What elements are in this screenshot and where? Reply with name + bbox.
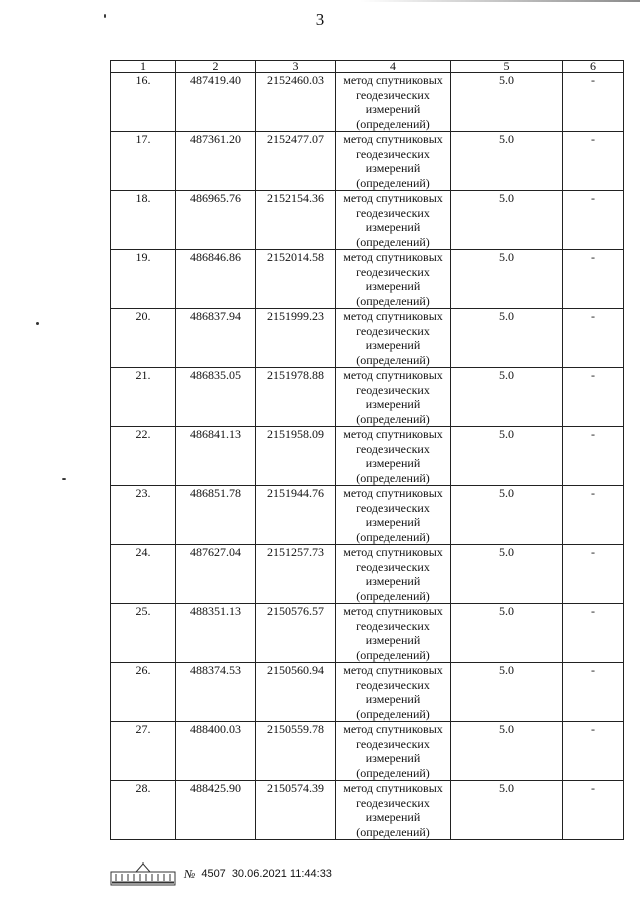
method-line: измерений bbox=[365, 633, 421, 647]
method-cell bbox=[336, 250, 451, 309]
extra-cell: - bbox=[563, 604, 624, 663]
point-number-cell: 16. bbox=[111, 73, 176, 132]
method-cell bbox=[336, 427, 451, 486]
method-line: измерений bbox=[365, 279, 421, 293]
header-col-4: 4 bbox=[336, 61, 451, 73]
x-coordinate-cell: 486965.76 bbox=[176, 191, 256, 250]
x-coordinate-cell: 486837.94 bbox=[176, 309, 256, 368]
method-line: метод спутниковых bbox=[343, 722, 443, 736]
method-line: (определений) bbox=[356, 116, 430, 131]
table-row bbox=[111, 722, 624, 781]
accuracy-cell: 5.0 bbox=[451, 604, 563, 663]
x-coordinate-cell: 488425.90 bbox=[176, 781, 256, 840]
scan-edge-line bbox=[360, 0, 640, 2]
method-cell bbox=[336, 663, 451, 722]
x-coordinate-cell: 487361.20 bbox=[176, 132, 256, 191]
x-coordinate-cell: 486835.05 bbox=[176, 368, 256, 427]
method-line: (определений) bbox=[356, 293, 430, 308]
registration-datetime: 30.06.2021 11:44:33 bbox=[231, 868, 332, 880]
y-coordinate-cell: 2150574.39 bbox=[256, 781, 336, 840]
header-col-2: 2 bbox=[176, 61, 256, 73]
header-col-6: 6 bbox=[563, 61, 624, 73]
number-sign: № bbox=[184, 866, 196, 881]
table-row bbox=[111, 250, 624, 309]
method-line: геодезических bbox=[356, 677, 430, 692]
x-coordinate-cell: 486846.86 bbox=[176, 250, 256, 309]
y-coordinate-cell: 2152154.36 bbox=[256, 191, 336, 250]
method-line: геодезических bbox=[356, 736, 430, 751]
y-coordinate-cell: 2151999.23 bbox=[256, 309, 336, 368]
y-coordinate-cell: 2152460.03 bbox=[256, 73, 336, 132]
table-row bbox=[111, 132, 624, 191]
accuracy-cell: 5.0 bbox=[451, 368, 563, 427]
method-line: геодезических bbox=[356, 205, 430, 220]
method-line: (определений) bbox=[356, 175, 430, 190]
registration-stamp bbox=[184, 867, 332, 882]
method-line: геодезических bbox=[356, 795, 430, 810]
method-line: метод спутниковых bbox=[343, 604, 443, 618]
y-coordinate-cell: 2152477.07 bbox=[256, 132, 336, 191]
x-coordinate-cell: 486841.13 bbox=[176, 427, 256, 486]
y-coordinate-cell: 2150576.57 bbox=[256, 604, 336, 663]
method-line: геодезических bbox=[356, 441, 430, 456]
table-row bbox=[111, 663, 624, 722]
extra-cell: - bbox=[563, 73, 624, 132]
method-line: геодезических bbox=[356, 146, 430, 161]
method-line: геодезических bbox=[356, 559, 430, 574]
method-cell bbox=[336, 309, 451, 368]
y-coordinate-cell: 2150559.78 bbox=[256, 722, 336, 781]
y-coordinate-cell: 2150560.94 bbox=[256, 663, 336, 722]
method-cell bbox=[336, 781, 451, 840]
extra-cell: - bbox=[563, 545, 624, 604]
point-number-cell: 25. bbox=[111, 604, 176, 663]
method-line: (определений) bbox=[356, 647, 430, 662]
point-number-cell: 19. bbox=[111, 250, 176, 309]
x-coordinate-cell: 488351.13 bbox=[176, 604, 256, 663]
method-line: метод спутниковых bbox=[343, 781, 443, 795]
scan-speck bbox=[36, 322, 39, 325]
extra-cell: - bbox=[563, 309, 624, 368]
point-number-cell: 20. bbox=[111, 309, 176, 368]
point-number-cell: 23. bbox=[111, 486, 176, 545]
accuracy-cell: 5.0 bbox=[451, 309, 563, 368]
method-line: (определений) bbox=[356, 411, 430, 426]
extra-cell: - bbox=[563, 368, 624, 427]
page-number: 3 bbox=[315, 10, 325, 29]
extra-cell: - bbox=[563, 250, 624, 309]
table-row bbox=[111, 73, 624, 132]
method-line: (определений) bbox=[356, 234, 430, 249]
method-cell bbox=[336, 73, 451, 132]
method-line: (определений) bbox=[356, 706, 430, 721]
point-number-cell: 17. bbox=[111, 132, 176, 191]
accuracy-cell: 5.0 bbox=[451, 132, 563, 191]
method-cell bbox=[336, 191, 451, 250]
method-cell bbox=[336, 722, 451, 781]
registration-number: 4507 bbox=[201, 868, 226, 880]
table-row bbox=[111, 368, 624, 427]
method-line: измерений bbox=[365, 692, 421, 706]
method-line: (определений) bbox=[356, 529, 430, 544]
table-header-row bbox=[111, 61, 624, 73]
method-line: измерений bbox=[365, 515, 421, 529]
government-building-seal-icon bbox=[110, 862, 176, 886]
scan-speck bbox=[62, 478, 66, 480]
accuracy-cell: 5.0 bbox=[451, 73, 563, 132]
table-row bbox=[111, 309, 624, 368]
accuracy-cell: 5.0 bbox=[451, 781, 563, 840]
method-line: измерений bbox=[365, 338, 421, 352]
extra-cell: - bbox=[563, 427, 624, 486]
extra-cell: - bbox=[563, 722, 624, 781]
point-number-cell: 24. bbox=[111, 545, 176, 604]
extra-cell: - bbox=[563, 781, 624, 840]
method-line: метод спутниковых bbox=[343, 132, 443, 146]
method-line: (определений) bbox=[356, 588, 430, 603]
method-line: (определений) bbox=[356, 765, 430, 780]
point-number-cell: 28. bbox=[111, 781, 176, 840]
method-line: измерений bbox=[365, 751, 421, 765]
table-row bbox=[111, 545, 624, 604]
method-line: измерений bbox=[365, 102, 421, 116]
point-number-cell: 18. bbox=[111, 191, 176, 250]
accuracy-cell: 5.0 bbox=[451, 722, 563, 781]
method-cell bbox=[336, 545, 451, 604]
method-line: измерений bbox=[365, 161, 421, 175]
method-line: метод спутниковых bbox=[343, 486, 443, 500]
method-line: метод спутниковых bbox=[343, 309, 443, 323]
method-line: метод спутниковых bbox=[343, 368, 443, 382]
method-line: метод спутниковых bbox=[343, 545, 443, 559]
table-row bbox=[111, 486, 624, 545]
method-line: метод спутниковых bbox=[343, 427, 443, 441]
point-number-cell: 21. bbox=[111, 368, 176, 427]
method-line: измерений bbox=[365, 220, 421, 234]
table-row bbox=[111, 427, 624, 486]
method-line: геодезических bbox=[356, 87, 430, 102]
method-cell bbox=[336, 604, 451, 663]
document-footer-stamp bbox=[110, 862, 332, 886]
accuracy-cell: 5.0 bbox=[451, 486, 563, 545]
method-line: (определений) bbox=[356, 470, 430, 485]
accuracy-cell: 5.0 bbox=[451, 663, 563, 722]
method-line: геодезических bbox=[356, 264, 430, 279]
method-line: (определений) bbox=[356, 824, 430, 839]
method-line: метод спутниковых bbox=[343, 250, 443, 264]
x-coordinate-cell: 487627.04 bbox=[176, 545, 256, 604]
method-line: (определений) bbox=[356, 352, 430, 367]
accuracy-cell: 5.0 bbox=[451, 191, 563, 250]
method-line: метод спутниковых bbox=[343, 73, 443, 87]
x-coordinate-cell: 486851.78 bbox=[176, 486, 256, 545]
method-line: геодезических bbox=[356, 618, 430, 633]
coordinates-table bbox=[110, 60, 624, 840]
extra-cell: - bbox=[563, 132, 624, 191]
x-coordinate-cell: 487419.40 bbox=[176, 73, 256, 132]
accuracy-cell: 5.0 bbox=[451, 545, 563, 604]
point-number-cell: 26. bbox=[111, 663, 176, 722]
method-cell bbox=[336, 486, 451, 545]
coordinates-table-body bbox=[111, 61, 624, 840]
method-line: метод спутниковых bbox=[343, 663, 443, 677]
point-number-cell: 22. bbox=[111, 427, 176, 486]
extra-cell: - bbox=[563, 663, 624, 722]
y-coordinate-cell: 2151944.76 bbox=[256, 486, 336, 545]
method-line: измерений bbox=[365, 574, 421, 588]
accuracy-cell: 5.0 bbox=[451, 250, 563, 309]
scan-speck bbox=[104, 14, 106, 18]
method-line: геодезических bbox=[356, 382, 430, 397]
table-row bbox=[111, 191, 624, 250]
method-line: геодезических bbox=[356, 323, 430, 338]
extra-cell: - bbox=[563, 191, 624, 250]
table-row bbox=[111, 604, 624, 663]
y-coordinate-cell: 2151257.73 bbox=[256, 545, 336, 604]
method-line: измерений bbox=[365, 456, 421, 470]
accuracy-cell: 5.0 bbox=[451, 427, 563, 486]
y-coordinate-cell: 2151978.88 bbox=[256, 368, 336, 427]
header-col-3: 3 bbox=[256, 61, 336, 73]
table-row bbox=[111, 781, 624, 840]
header-col-1: 1 bbox=[111, 61, 176, 73]
method-line: измерений bbox=[365, 397, 421, 411]
header-col-5: 5 bbox=[451, 61, 563, 73]
y-coordinate-cell: 2151958.09 bbox=[256, 427, 336, 486]
method-line: геодезических bbox=[356, 500, 430, 515]
point-number-cell: 27. bbox=[111, 722, 176, 781]
y-coordinate-cell: 2152014.58 bbox=[256, 250, 336, 309]
method-line: измерений bbox=[365, 810, 421, 824]
method-cell bbox=[336, 368, 451, 427]
x-coordinate-cell: 488374.53 bbox=[176, 663, 256, 722]
method-cell bbox=[336, 132, 451, 191]
x-coordinate-cell: 488400.03 bbox=[176, 722, 256, 781]
extra-cell: - bbox=[563, 486, 624, 545]
method-line: метод спутниковых bbox=[343, 191, 443, 205]
